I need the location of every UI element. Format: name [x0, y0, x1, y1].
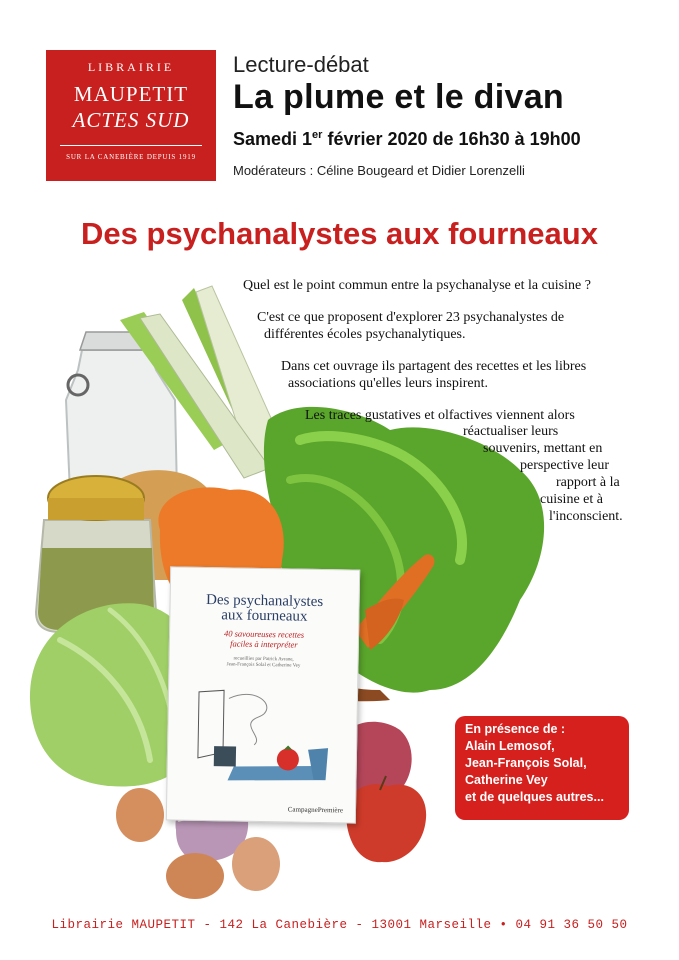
logo-line-librairie: LIBRAIRIE: [87, 60, 175, 74]
desc-line-10: rapport à la: [556, 475, 620, 490]
book-title-line-1: Des psychanalystes: [205, 591, 324, 611]
book-credits: [169, 655, 357, 670]
apple: [346, 784, 426, 862]
book-cover: [166, 566, 360, 823]
desc-line-3: différentes écoles psychanalytiques.: [264, 327, 466, 342]
presence-name: Alain Lemosof,: [465, 739, 555, 753]
event-date-day: Samedi 1: [233, 129, 313, 149]
desc-line-12: l'inconscient.: [549, 509, 623, 524]
book-publisher: CampagnePremière: [287, 805, 344, 815]
presence-heading: En présence de :: [465, 722, 566, 736]
presence-name: Catherine Vey: [465, 773, 548, 787]
book-subtitle: [170, 627, 358, 650]
desc-line-11: cuisine et à: [540, 492, 603, 507]
desc-line-7: réactualiser leurs: [463, 424, 559, 439]
event-title: La plume et le divan: [233, 78, 564, 116]
logo-divider: [60, 145, 202, 146]
presence-box: [455, 716, 629, 820]
event-moderators: Modérateurs : Céline Bougeard et Didier Lorenzelli: [233, 163, 525, 178]
footer-address: Librairie MAUPETIT - 142 La Canebière - 13001 Marseille • 04 91 36 50 50: [51, 918, 628, 932]
book-title: [170, 592, 358, 625]
sofa-icon: [228, 764, 326, 782]
book-subtitle-line-2: faciles à interpréter: [230, 638, 298, 650]
book-title-line-2: aux fourneaux: [221, 607, 308, 625]
event-date-sup: er: [312, 129, 323, 141]
librairie-logo: [46, 50, 216, 181]
main-title: Des psychanalystes aux fourneaux: [81, 216, 598, 251]
event-date: [233, 129, 581, 150]
desc-line-9: perspective leur: [520, 458, 610, 473]
desc-line-6: Les traces gustatives et olfactives viennent alors: [305, 408, 575, 423]
egg-3: [232, 837, 280, 891]
presence-name: et de quelques autres...: [465, 790, 604, 804]
event-kicker: Lecture-débat: [233, 52, 369, 77]
book-cover-illustration: [167, 687, 357, 800]
logo-line-actes-sud: ACTES SUD: [72, 108, 190, 132]
desc-line-5: associations qu'elles leurs inspirent.: [288, 376, 489, 391]
desc-line-2: C'est ce que proposent d'explorer 23 psychanalystes de: [257, 310, 565, 325]
egg-1: [116, 788, 164, 842]
egg-2: [166, 853, 224, 899]
desc-line-1: Quel est le point commun entre la psychanalyse et la cuisine ?: [243, 278, 591, 293]
book-credits-line-1: recueillies par Patrick Avrane,: [233, 656, 294, 663]
logo-tagline: SUR LA CANEBIÈRE DEPUIS 1919: [66, 153, 196, 161]
book-credits-line-2: Jean-François Solal et Catherine Vey: [226, 662, 301, 669]
logo-line-maupetit: MAUPETIT: [73, 82, 189, 106]
book-subtitle-line-1: 40 savoureuses recettes: [223, 628, 305, 640]
event-date-rest: février 2020 de 16h30 à 19h00: [322, 129, 581, 149]
desc-line-4: Dans cet ouvrage ils partagent des recettes et les libres: [281, 359, 587, 374]
desc-line-8: souvenirs, mettant en: [483, 441, 603, 456]
presence-name: Jean-François Solal,: [465, 756, 587, 770]
